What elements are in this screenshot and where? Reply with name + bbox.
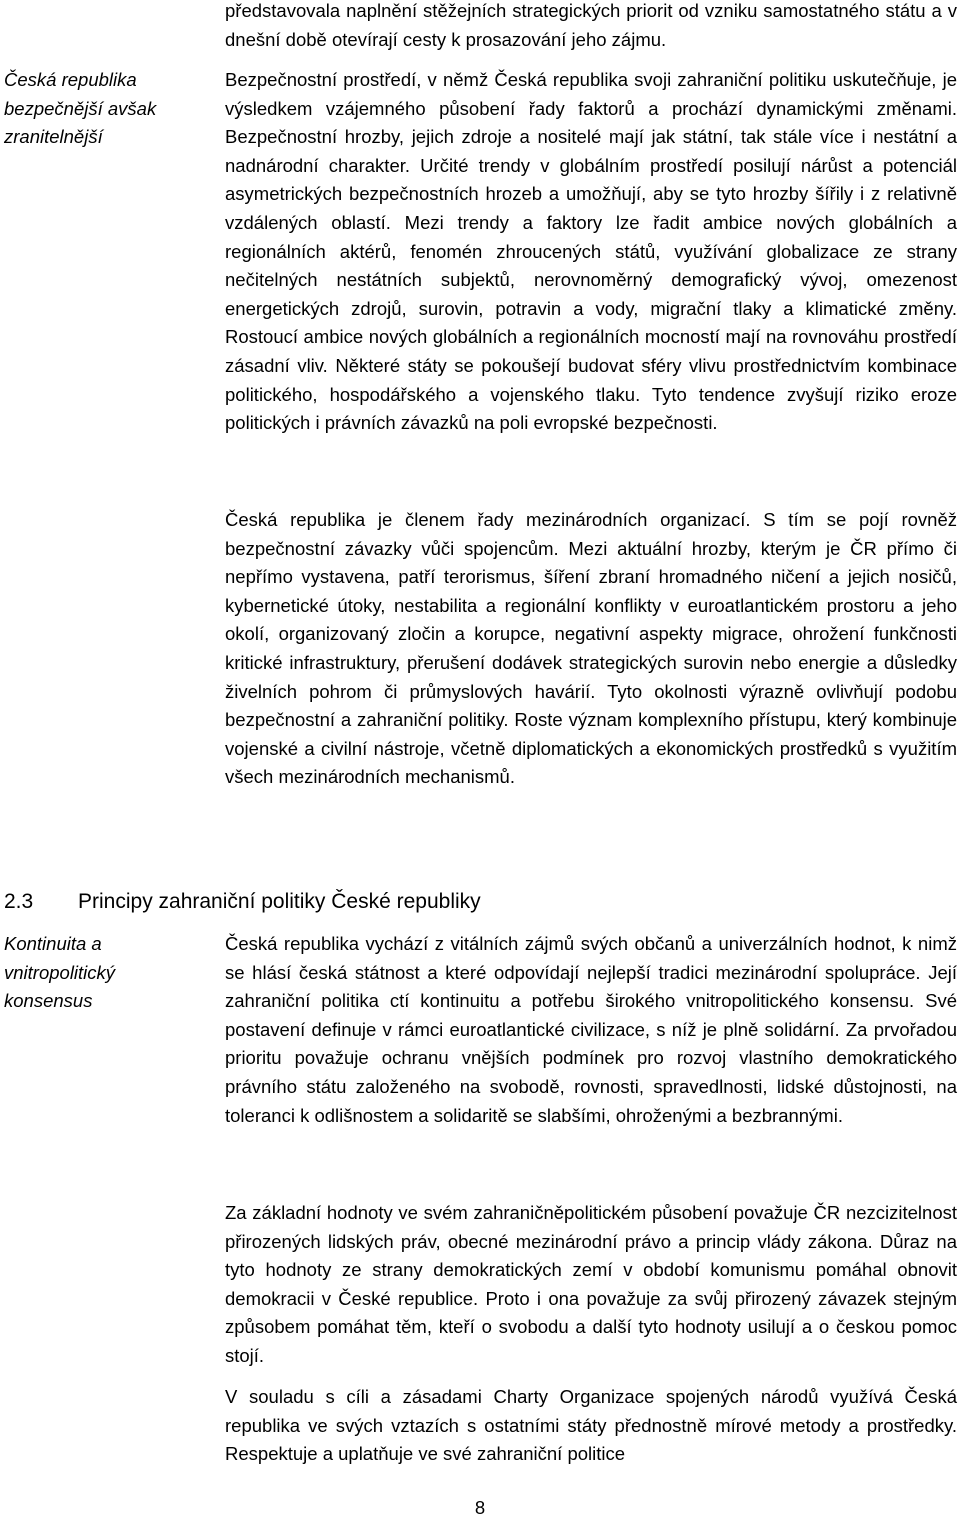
section-number: 2.3 (4, 890, 34, 913)
paragraph-core-values: Za základní hodnoty ve svém zahraničněpolitickém působení považuje ČR nezcizitelnost přirozených lidských práv, obecné mezinárodní právo a princip vlády zákona. Důraz na tyto hodnoty ze strany demokratických zemí v období komunismu pomáhal obnovit demokracii v České republice. Proto i ona považuje za svůj přirozený závazek stejným způsobem pomáhat těm, kteří o svobodu a další tyto hodnoty usilují a o českou pomoc stojí. (225, 1202, 957, 1366)
paragraph-international-organizations: Česká republika je členem řady mezinárodních organizací. S tím se pojí rovněž bezpečnostní závazky vůči spojencům. Mezi aktuální hrozby, kterým je ČR přímo či nepřímo vystavena, patří terorismus, šíření zbraní hromadného ničení a jejich nosičů, kybernetické útoky, nestabilita a regionální konflikty v euroatlantickém prostoru a jeho okolí, organizovaný zločin a korupce, negativní aspekty migrace, ohrožení funkčnosti kritické infrastruktury, přerušení dodávek strategických surovin nebo energie a důsledky živelních pohrom či průmyslových havárií. Tyto okolnosti výrazně ovlivňují podobu bezpečnostní a zahraniční politiky. Roste význam komplexního přístupu, který kombinuje vojenské a civilní nástroje, včetně diplomatických a ekonomických prostředků s využitím všech mezinárodních mechanismů. (225, 509, 957, 788)
margin-note-continuity: Kontinuita a vnitropolitický konsensus (4, 933, 116, 1012)
section-heading (4, 886, 481, 918)
paragraph-un-charter: V souladu s cíli a zásadami Charty Organizace spojených národů využívá Česká republika ve svých vztazích s ostatními státy přednostně mírové metody a prostředky. Respektuje a uplatňuje ve své zahraniční politice (225, 1386, 957, 1465)
section-title: Principy zahraniční politiky České republiky (78, 890, 481, 913)
continuation-paragraph: představovala naplnění stěžejních strategických priorit od vzniku samostatného státu a v dnešní době otevírají cesty k prosazování jeho zájmu. (225, 0, 957, 50)
margin-note-security: Česká republika bezpečnější avšak zranitelnější (4, 69, 157, 148)
paragraph-security-environment: Bezpečnostní prostředí, v němž Česká republika svoji zahraniční politiku uskutečňuje, je výsledkem vzájemného působení řady faktorů a prochází dynamickými změnami. Bezpečnostní hrozby, jejich zdroje a nositelé mají jak státní, tak stále více i nestátní a nadnárodní charakter. Určité trendy v globálním prostředí posilují nárůst a potenciál asymetrických bezpečnostních hrozeb a umožňují, aby se tyto hrozby šířily i z relativně vzdálených oblastí. Mezi trendy a faktory lze řadit ambice nových globálních a regionálních aktérů, fenomén zhroucených států, využívání globalizace ze strany nečitelných nestátních subjektů, nerovnoměrný demografický vývoj, omezenost energetických zdrojů, surovin, potravin a vody, migrační tlaky a klimatické změny. Rostoucí ambice nových globálních a regionálních mocností mají na rovnováhu prostředí zásadní vliv. Některé státy se pokoušejí budovat sféry vlivu prostřednictvím kombinace politického, hospodářského a vojenského tlaku. Tyto tendence zvyšují riziko eroze politických i právních závazků na poli evropské bezpečnosti. (225, 69, 957, 434)
page-number: 8 (474, 1497, 486, 1518)
paragraph-vital-interests: Česká republika vychází z vitálních zájmů svých občanů a univerzálních hodnot, k nimž se hlásí česká státnost a které odpovídají nejlepší tradici mezinárodní spolupráce. Její zahraniční politika ctí kontinuitu a potřebu širokého vnitropolitického konsensu. Své postavení definuje v rámci euroatlantické civilizace, s níž je plně solidární. Za prvořadou prioritu považuje ochranu vnějších podmínek pro rozvoj vlastního demokratického právního státu založeného na svobodě, rovnosti, spravedlnosti, lidské důstojnosti, na toleranci k odlišnostem a solidaritě se slabšími, ohroženými a bezbrannými. (225, 933, 957, 1126)
